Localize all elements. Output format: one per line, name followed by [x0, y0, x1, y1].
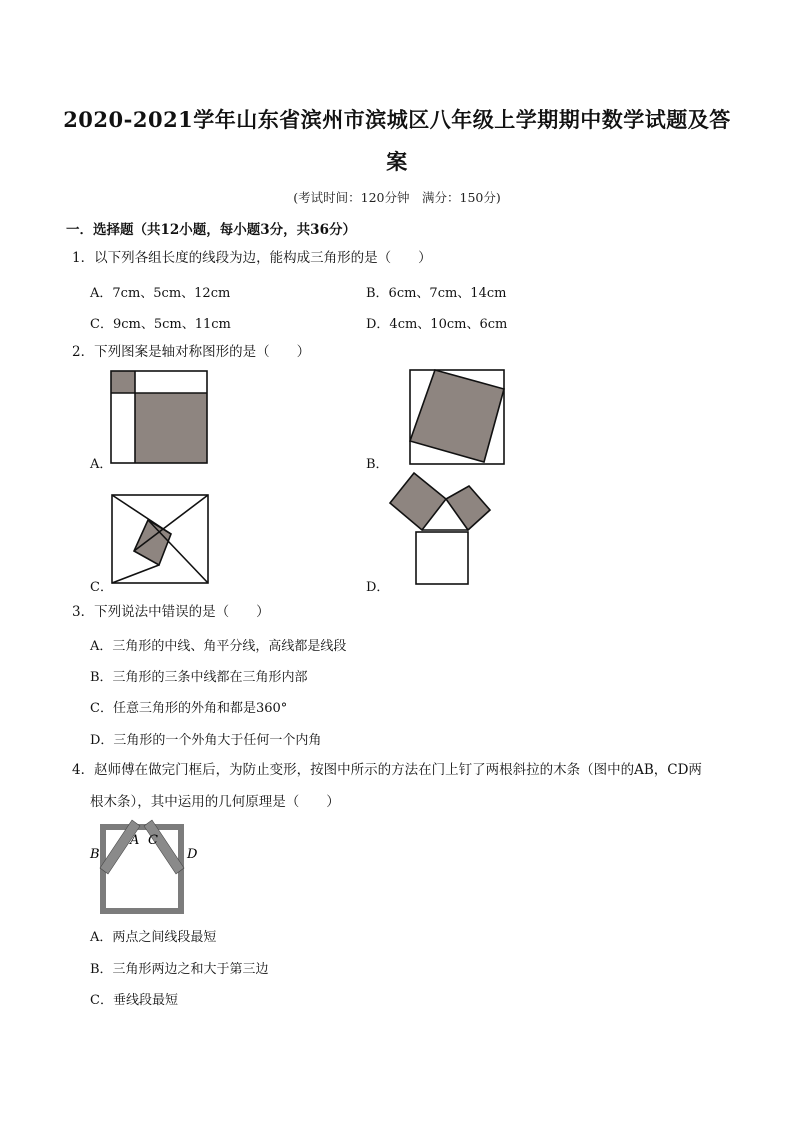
- question-4-stem-line1: 4．赵师傅在做完门框后，为防止变形，按图中所示的方法在门上钉了两根斜拉的木条（图中的AB，CD两: [72, 762, 702, 778]
- exam-info: (考试时间：120分钟 满分：150分): [293, 190, 501, 205]
- figure-label-b: B: [90, 847, 100, 862]
- question-1-option-a: A．7cm、5cm、12cm: [90, 286, 231, 301]
- door-frame-figure: [88, 816, 212, 918]
- figure-label-c: C: [148, 833, 158, 848]
- question-1-option-b: B．6cm、7cm、14cm: [366, 286, 507, 301]
- question-4-option-c: C．垂线段最短: [90, 993, 178, 1008]
- question-2-option-d: D．: [366, 580, 390, 595]
- figure-2d: [386, 470, 496, 590]
- section-heading: 一．选择题（共12小题，每小题3分，共36分）: [66, 222, 356, 238]
- page-title-line1: 2020-2021学年山东省滨州市滨城区八年级上学期期中数学试题及答: [63, 107, 731, 132]
- question-3-option-b: B．三角形的三条中线都在三角形内部: [90, 670, 308, 685]
- question-4-option-a: A．两点之间线段最短: [90, 930, 217, 945]
- question-3-option-a: A．三角形的中线、角平分线，高线都是线段: [90, 639, 347, 654]
- figure-label-a: A: [130, 833, 140, 848]
- question-4-stem-line2: 根木条），其中运用的几何原理是（ ）: [90, 794, 340, 810]
- figure-2c: [108, 493, 212, 587]
- figure-label-d: D: [187, 847, 198, 862]
- question-2-option-b: B．: [366, 457, 389, 472]
- figure-2b: [408, 368, 506, 466]
- question-1-option-c: C．9cm、5cm、11cm: [90, 317, 231, 332]
- question-1-option-d: D．4cm、10cm、6cm: [366, 317, 508, 332]
- page-title-line2: 案: [386, 149, 408, 174]
- question-3-stem: 3．下列说法中错误的是（ ）: [72, 604, 270, 620]
- question-2-option-c: C．: [90, 580, 113, 595]
- question-2-option-a: A．: [90, 457, 113, 472]
- figure-2a: [108, 368, 210, 466]
- question-3-option-c: C．任意三角形的外角和都是360°: [90, 701, 288, 716]
- question-4-option-b: B．三角形两边之和大于第三边: [90, 962, 269, 977]
- question-1-stem: 1．以下列各组长度的线段为边，能构成三角形的是（ ）: [72, 250, 432, 266]
- question-3-option-d: D．三角形的一个外角大于任何一个内角: [90, 733, 322, 748]
- question-2-stem: 2．下列图案是轴对称图形的是（ ）: [72, 344, 311, 360]
